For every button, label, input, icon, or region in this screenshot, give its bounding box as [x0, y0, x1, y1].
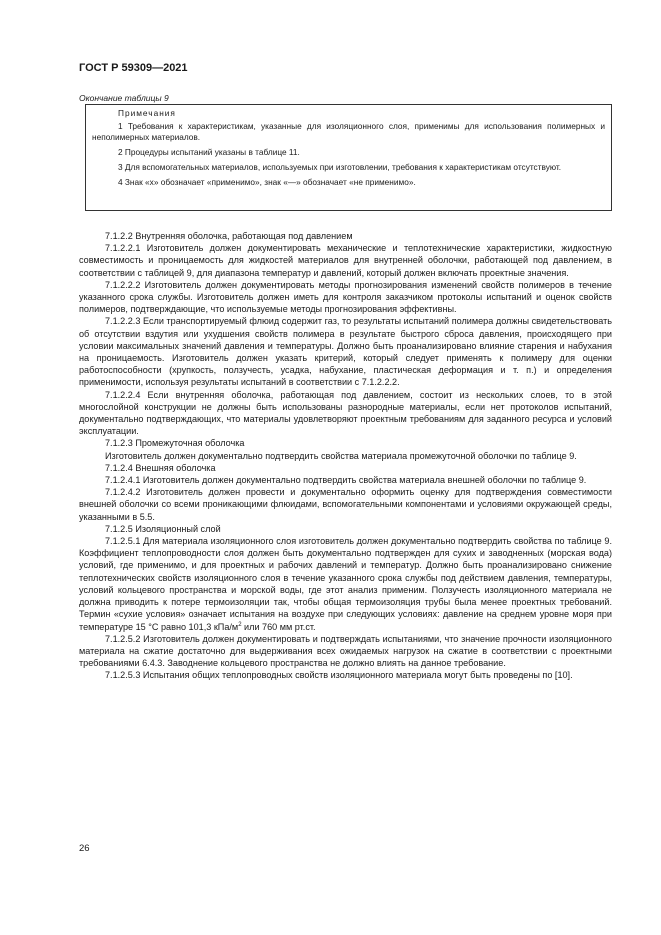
- paragraph: 7.1.2.2.4 Если внутренняя оболочка, работающая под давлением, состоит из нескольких слоев, то в этой многослойной конструкции не должны быть использованы разнородные материалы, если нет протоколов испытаний, документально подтверждающих, что материалы удовлетворяют проектным требованиям для заданного ресурса и условий эксплуатации.: [79, 389, 612, 437]
- note-item: 2 Процедуры испытаний указаны в таблице 11.: [118, 147, 300, 157]
- paragraph: 7.1.2.5.2 Изготовитель должен документировать и подтверждать испытаниями, что значение прочности изоляционного материала на сжатие достаточно для выдерживания всех ожидаемых нагрузок на сжатие в соответствии с проектными требованиями 6.4.3. Заводнение кольцевого пространства не должно влиять на данное требование.: [79, 633, 612, 669]
- notes-title: Примечания: [118, 108, 176, 118]
- paragraph: 7.1.2.2.1 Изготовитель должен документировать механические и теплотехнические характеристики, жидкостную совместимость и проницаемость для жидкостей материалов для внутренней оболочки, работающей под давлением, в соответствии с таблицей 9, для диапазона температур и давлений, который должен включать проектные значения.: [79, 243, 612, 278]
- paragraph: Изготовитель должен документально подтвердить свойства материала промежуточной оболочки по таблице 9.: [105, 450, 577, 461]
- section-heading: 7.1.2.2 Внутренняя оболочка, работающая под давлением: [105, 231, 353, 241]
- paragraph: 7.1.2.2.3 Если транспортируемый флюид содержит газ, то результаты испытаний полимера должны свидетельствовать об отсутствии вздутия или ухудшения свойств полимера в результате быстрого сброса давления, происходящего при условии максимальных значений давления и температуры. Должно быть проанализировано влияние старения и набухания на проницаемость. Изготовитель должен указать критерий, который следует применять к полимеру для оценки работоспособности (хрупкость, ползучесть, усадка, набухание, пластическая деформация и т. п.) и определения применимости, используя результаты испытаний в соответствии с 7.1.2.2.2.: [79, 316, 612, 388]
- note-item: 1 Требования к характеристикам, указанные для изоляционного слоя, применимы для использования полимерных и неполимерных материалов.: [92, 121, 605, 142]
- note-item: 3 Для вспомогательных материалов, используемых при изготовлении, требования к характеристикам отсутствуют.: [118, 162, 562, 172]
- table-caption: Окончание таблицы 9: [79, 93, 169, 103]
- paragraph: 7.1.2.4.2 Изготовитель должен провести и документально оформить оценку для подтверждения совместимости внешней оболочки со всеми проникающими флюидами, вспомогательными компонентами и условиями окружающей среды, указанными в 5.5.: [79, 487, 612, 522]
- notes-box: [85, 104, 612, 211]
- section-heading: 7.1.2.5 Изоляционный слой: [105, 523, 221, 534]
- paragraph: 7.1.2.5.3 Испытания общих теплопроводных свойств изоляционного материала могут быть проведены по [10].: [105, 670, 573, 681]
- superscript: 2: [238, 621, 242, 628]
- paragraph-tail: или 760 мм рт.ст.: [241, 621, 316, 632]
- document-header: ГОСТ Р 59309—2021: [79, 62, 188, 74]
- note-item: 4 Знак «x» обозначает «применимо», знак «—» обозначает «не применимо».: [118, 177, 416, 187]
- section-heading: 7.1.2.3 Промежуточная оболочка: [105, 438, 245, 449]
- page-number: 26: [79, 843, 90, 854]
- paragraph: 7.1.2.4.1 Изготовитель должен документально подтвердить свойства материала внешней оболочки по таблице 9.: [105, 475, 587, 486]
- body-text: [79, 230, 612, 682]
- section-heading: 7.1.2.4 Внешняя оболочка: [105, 462, 216, 473]
- paragraph: 7.1.2.2.2 Изготовитель должен документировать методы прогнозирования изменений свойств полимеров в течение указанного срока службы. Изготовитель должен иметь для контроля заказчиком протоколы испытаний и оценок свойств полимеров, подтверждающие, что используемые методы прогнозирования эффективны.: [79, 279, 612, 315]
- paragraph-text: 7.1.2.5.1 Для материала изоляционного слоя изготовитель должен документально подтвердить свойства по таблице 9. Коэффициент теплопроводности слоя должен быть документально подтвержден для сухих и заводненных (морская вода) условий, где применимо, и для проектных и рабочих давлений и температур. Должно быть проанализировано снижение теплотехнических свойств изоляционного слоя в течение указанного срока службы под действием давления, температуры, условий кольцевого пространства и морской воды, где этот анализ применим. Ползучесть изоляционного материала не должна приводить к потере термоизоляции так, чтобы общая термоизоляция трубы была менее проектных требований. Термин «сухие условия» означает испытания на воздухе при следующих условиях: давление на среднем уровне моря при температуре 15 °C равно 101,3 кПа/м: [79, 536, 612, 632]
- paragraph: [79, 535, 612, 633]
